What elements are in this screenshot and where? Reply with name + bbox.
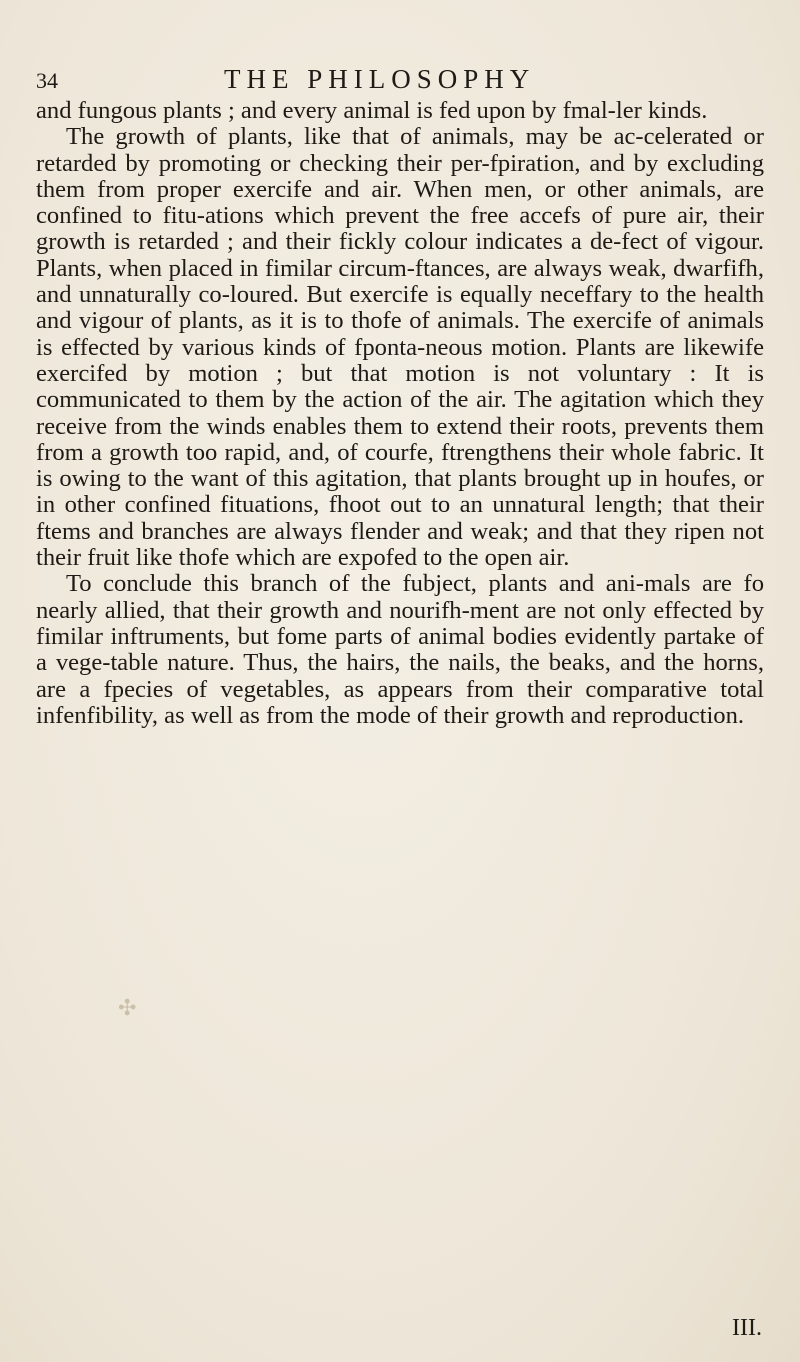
catchword: III. <box>732 1315 762 1341</box>
paragraph-growth-of-plants: The growth of plants, like that of animals, may be ac-celerated or retarded by promoting or checking their per-fpiration, and by excluding them from proper exercife and air. When men, or other animals, are confined to fitu-ations which prevent the free accefs of pure air, their growth is retarded ; and their fickly colour indicates a de-fect of vigour. Plants, when placed in fimilar circum-ftances, are always weak, dwarfifh, and unnaturally co-loured. But exercife is equally neceffary to the health and vigour of plants, as it is to thofe of animals. The exercife of animals is effected by various kinds of fponta-neous motion. Plants are likewife exercifed by motion ; but that motion is not voluntary : It is communicated to them by the action of the air. The agitation which they receive from the winds enables them to extend their roots, prevents them from a growth too rapid, and, of courfe, ftrengthens their whole fabric. It is owing to the want of this agitation, that plants brought up in houfes, or in other confined fituations, fhoot out to an unnatural length; that their ftems and branches are always flender and weak; and that they ripen not their fruit like thofe which are expofed to the open air. <box>36 123 764 572</box>
paragraph-conclusion: To conclude this branch of the fubject, plants and ani-mals are fo nearly allied, that their growth and nourifh-ment are not only effected by fimilar inftruments, but fome parts of animal bodies evidently partake of a vege-table nature. Thus, the hairs, the nails, the beaks, and the horns, are a fpecies of vegetables, as appears from their comparative total infenfibility, as well as from the mode of their growth and reproduction. <box>36 570 764 729</box>
ink-stain: ✣ <box>118 995 137 1020</box>
body-text <box>36 98 764 729</box>
running-head <box>36 64 776 98</box>
page-number: 34 <box>36 68 58 93</box>
paragraph-continuation: and fungous plants ; and every animal is fed upon by fmal-ler kinds. <box>36 97 708 124</box>
running-title: THE PHILOSOPHY <box>224 64 536 94</box>
